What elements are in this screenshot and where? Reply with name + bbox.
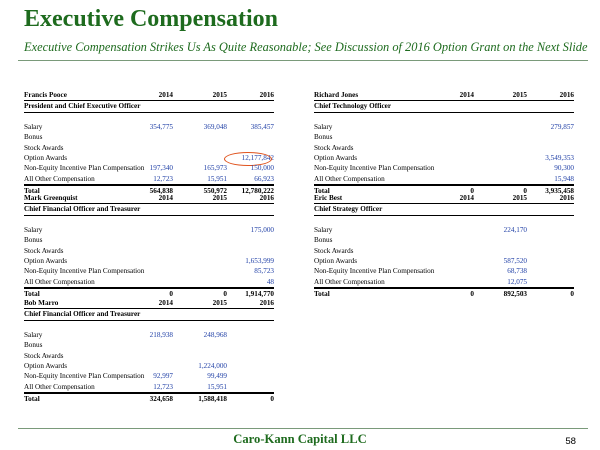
exec-role: Chief Financial Officer and Treasurer	[24, 205, 141, 214]
comp-row	[24, 132, 274, 142]
comp-row	[24, 256, 274, 266]
total-label: Total	[314, 290, 330, 299]
year-header: 2014	[459, 91, 474, 99]
comp-row	[24, 143, 274, 153]
exec-name: Eric Best	[314, 194, 343, 202]
comp-row	[314, 225, 574, 235]
total-value: 1,588,418	[198, 395, 227, 404]
total-value: 0	[169, 290, 173, 299]
comp-value: 68,738	[507, 267, 527, 276]
comp-row-label: Bonus	[314, 236, 333, 245]
comp-value: 92,997	[153, 372, 173, 381]
exec-role: Chief Strategy Officer	[314, 205, 383, 214]
comp-row-label: Option Awards	[314, 153, 358, 162]
total-value: 1,914,770	[245, 290, 274, 299]
year-header: 2014	[158, 91, 173, 99]
year-header: 2016	[259, 299, 274, 307]
total-value: 0	[270, 395, 274, 404]
comp-row-label: Salary	[24, 122, 43, 131]
comp-row-label: All Other Compensation	[24, 382, 95, 391]
comp-row	[24, 266, 274, 276]
spacer	[314, 216, 574, 225]
total-value: 0	[570, 290, 574, 299]
exec-table	[24, 298, 274, 405]
comp-row	[24, 163, 274, 173]
comp-row-label: Stock Awards	[314, 143, 354, 152]
comp-row	[24, 225, 274, 235]
exec-role: Chief Financial Officer and Treasurer	[24, 310, 141, 319]
comp-row-label: Stock Awards	[24, 246, 64, 255]
comp-value: 218,938	[149, 330, 173, 339]
comp-value: 85,723	[254, 267, 274, 276]
exec-role-row	[24, 101, 274, 112]
comp-row	[24, 235, 274, 245]
comp-value: 165,973	[203, 164, 227, 173]
exec-header-row	[314, 193, 574, 204]
comp-value: 279,857	[550, 122, 574, 131]
total-label: Total	[24, 395, 40, 404]
total-value: 0	[470, 290, 474, 299]
page-subtitle: Executive Compensation Strikes Us As Quite Reasonable; See Discussion of 2016 Option Grant on the Next Slide	[24, 40, 588, 54]
total-value: 0	[470, 187, 474, 196]
total-label: Total	[24, 187, 40, 196]
comp-row-label: Salary	[314, 122, 333, 131]
comp-value: 66,923	[254, 174, 274, 183]
total-value: 0	[523, 187, 527, 196]
exec-header-row	[24, 90, 274, 101]
exec-role-row	[24, 204, 274, 215]
comp-row	[314, 256, 574, 266]
comp-value: 248,968	[203, 330, 227, 339]
comp-row-label: Stock Awards	[24, 351, 64, 360]
comp-value: 224,170	[503, 225, 527, 234]
comp-row	[314, 163, 574, 173]
total-label: Total	[24, 290, 40, 299]
comp-row-label: All Other Compensation	[314, 174, 385, 183]
comp-row	[24, 361, 274, 371]
comp-row	[24, 174, 274, 185]
year-header: 2016	[559, 194, 574, 202]
exec-table	[314, 90, 574, 197]
spacer	[24, 216, 274, 225]
comp-row-label: Non-Equity Incentive Plan Compensation	[24, 164, 145, 173]
comp-row-label: All Other Compensation	[24, 277, 95, 286]
comp-row-label: Stock Awards	[24, 143, 64, 152]
comp-row	[314, 266, 574, 276]
comp-value: 12,075	[507, 277, 527, 286]
exec-table	[24, 193, 274, 300]
comp-value: 99,499	[207, 372, 227, 381]
comp-row	[24, 371, 274, 381]
year-header: 2016	[259, 91, 274, 99]
page-title: Executive Compensation	[24, 6, 278, 32]
year-header: 2015	[512, 91, 527, 99]
comp-value: 197,340	[149, 164, 173, 173]
comp-row	[314, 122, 574, 132]
comp-row-label: Non-Equity Incentive Plan Compensation	[314, 267, 435, 276]
year-header: 2014	[158, 299, 173, 307]
comp-row-label: Non-Equity Incentive Plan Compensation	[24, 372, 145, 381]
comp-value: 15,948	[554, 174, 574, 183]
header-divider	[18, 60, 588, 61]
comp-row	[314, 132, 574, 142]
comp-row	[24, 382, 274, 393]
comp-value: 1,224,000	[198, 361, 227, 370]
exec-header-row	[24, 298, 274, 309]
comp-row	[24, 246, 274, 256]
exec-role: President and Chief Executive Officer	[24, 102, 141, 111]
year-header: 2015	[512, 194, 527, 202]
comp-value: 15,951	[207, 382, 227, 391]
comp-row	[314, 246, 574, 256]
comp-row-label: All Other Compensation	[24, 174, 95, 183]
comp-row	[24, 153, 274, 163]
year-header: 2014	[158, 194, 173, 202]
exec-name: Francis Pooce	[24, 91, 67, 99]
exec-header-row	[24, 193, 274, 204]
comp-value: 354,775	[149, 122, 173, 131]
total-value: 324,658	[149, 395, 173, 404]
total-value: 3,935,458	[545, 187, 574, 196]
total-value: 0	[223, 290, 227, 299]
comp-row-label: Option Awards	[24, 256, 68, 265]
comp-row-label: Salary	[314, 225, 333, 234]
exec-role: Chief Technology Officer	[314, 102, 392, 111]
exec-role-row	[24, 309, 274, 320]
comp-value: 587,520	[503, 256, 527, 265]
comp-row	[314, 235, 574, 245]
total-value: 564,838	[149, 187, 173, 196]
year-header: 2015	[212, 91, 227, 99]
comp-value: 15,951	[207, 174, 227, 183]
year-header: 2015	[212, 194, 227, 202]
exec-name: Richard Jones	[314, 91, 359, 99]
total-row	[24, 393, 274, 404]
total-value: 550,972	[203, 187, 227, 196]
spacer	[314, 113, 574, 122]
spacer	[24, 113, 274, 122]
exec-table	[24, 90, 274, 197]
comp-row	[24, 351, 274, 361]
comp-row	[314, 143, 574, 153]
exec-header-row	[314, 90, 574, 101]
comp-row-label: Option Awards	[314, 256, 358, 265]
comp-row-label: Bonus	[24, 341, 43, 350]
comp-row-label: Salary	[24, 225, 43, 234]
comp-value: 12,177,842	[241, 153, 274, 162]
comp-row	[314, 153, 574, 163]
comp-value: 48	[266, 277, 274, 286]
total-value: 892,503	[503, 290, 527, 299]
comp-row-label: Non-Equity Incentive Plan Compensation	[24, 267, 145, 276]
exec-role-row	[314, 101, 574, 112]
comp-value: 175,000	[250, 225, 274, 234]
comp-row	[314, 277, 574, 288]
comp-value: 3,549,353	[545, 153, 574, 162]
comp-row	[24, 340, 274, 350]
comp-row	[24, 330, 274, 340]
comp-row-label: Option Awards	[24, 153, 68, 162]
comp-value: 1,653,999	[245, 256, 274, 265]
comp-value: 385,457	[250, 122, 274, 131]
comp-row-label: Salary	[24, 330, 43, 339]
year-header: 2015	[212, 299, 227, 307]
comp-row-label: Stock Awards	[314, 246, 354, 255]
year-header: 2016	[559, 91, 574, 99]
comp-row-label: Option Awards	[24, 361, 68, 370]
comp-row	[24, 122, 274, 132]
comp-row-label: Non-Equity Incentive Plan Compensation	[314, 164, 435, 173]
comp-value: 369,048	[203, 122, 227, 131]
total-value: 12,780,222	[241, 187, 274, 196]
footer-company: Caro-Kann Capital LLC	[233, 432, 367, 446]
comp-value: 90,300	[554, 164, 574, 173]
year-header: 2014	[459, 194, 474, 202]
comp-row-label: All Other Compensation	[314, 277, 385, 286]
exec-name: Mark Greenquist	[24, 194, 78, 202]
comp-value: 150,000	[250, 164, 274, 173]
footer-divider	[18, 428, 588, 429]
comp-value: 12,723	[153, 382, 173, 391]
year-header: 2016	[259, 194, 274, 202]
exec-role-row	[314, 204, 574, 215]
comp-row-label: Bonus	[24, 133, 43, 142]
comp-row-label: Bonus	[314, 133, 333, 142]
comp-row-label: Bonus	[24, 236, 43, 245]
page-number: 58	[565, 436, 576, 447]
comp-row	[24, 277, 274, 288]
spacer	[24, 321, 274, 330]
total-row	[314, 288, 574, 299]
exec-table	[314, 193, 574, 300]
comp-row	[314, 174, 574, 185]
exec-name: Bob Marro	[24, 299, 59, 307]
comp-value: 12,723	[153, 174, 173, 183]
total-label: Total	[314, 187, 330, 196]
